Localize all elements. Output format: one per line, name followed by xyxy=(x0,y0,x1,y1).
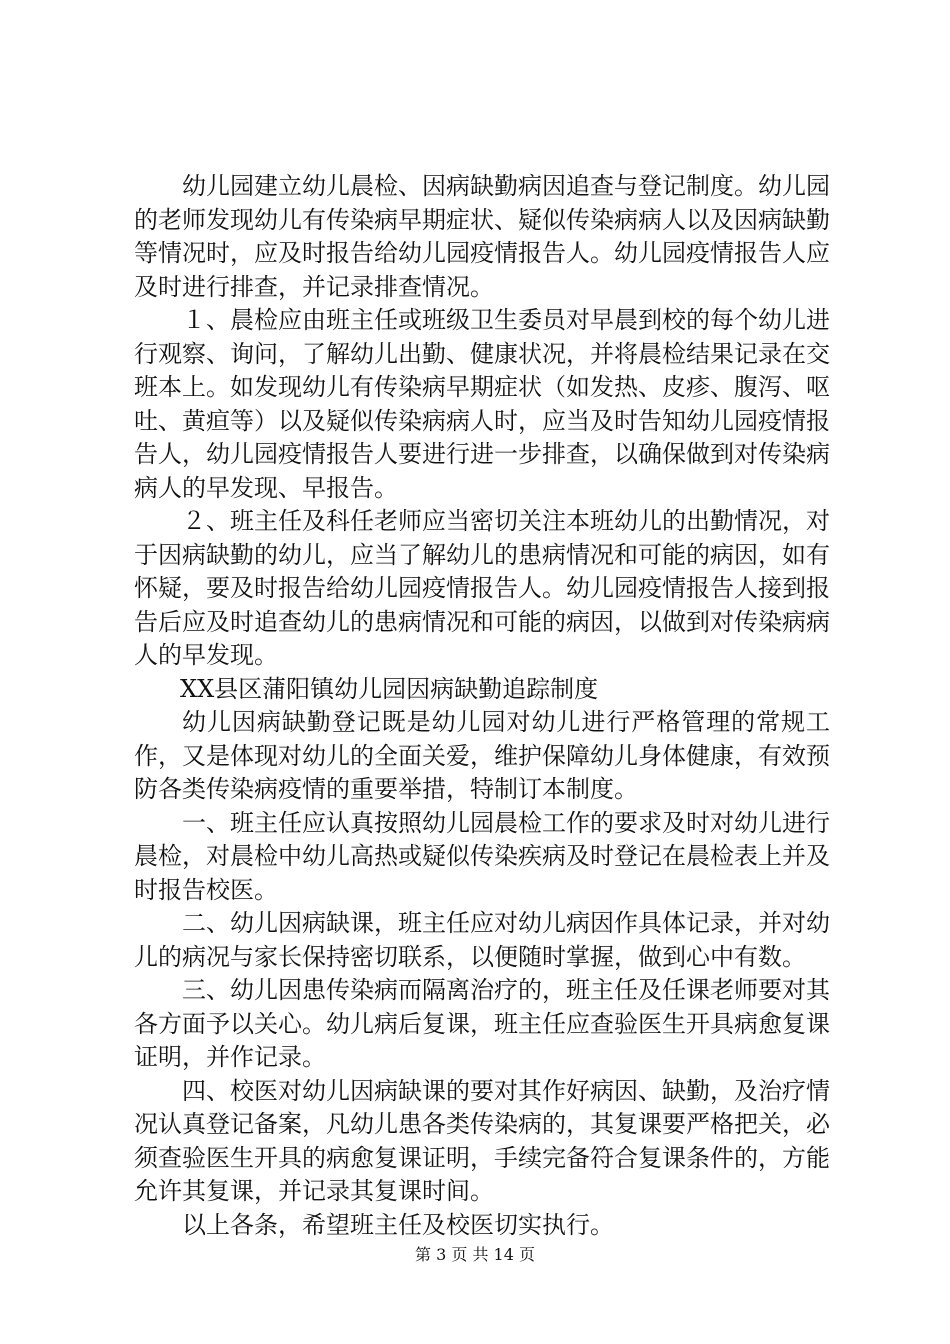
paragraph-purpose: 幼儿因病缺勤登记既是幼儿园对幼儿进行严格管理的常规工作，又是体现对幼儿的全面关爱，维护保障幼儿身体健康，有效预防各类传染病疫情的重要举措，特制订本制度。 xyxy=(134,708,830,803)
section-title: XX县区蒲阳镇幼儿园因病缺勤追踪制度 xyxy=(180,674,599,703)
paragraph-item-1: １、晨检应由班主任或班级卫生委员对早晨到校的每个幼儿进行观察、询问，了解幼儿出勤、健康状况，并将晨检结果记录在交班本上。如发现幼儿有传染病早期症状（如发热、皮疹、腹泻、呕吐、黄疸等）以及疑似传染病病人时，应当及时告知幼儿园疫情报告人，幼儿园疫情报告人要进行进一步排查，以确保做到对传染病病人的早发现、早报告。 xyxy=(134,306,830,502)
paragraph-rule-2: 二、幼儿因病缺课，班主任应对幼儿病因作具体记录，并对幼儿的病况与家长保持密切联系，以便随时掌握，做到心中有数。 xyxy=(134,909,830,971)
paragraph-intro: 幼儿园建立幼儿晨检、因病缺勤病因追查与登记制度。幼儿园的老师发现幼儿有传染病早期症状、疑似传染病病人以及因病缺勤等情况时，应及时报告给幼儿园疫情报告人。幼儿园疫情报告人应及时进行排查，并记录排查情况。 xyxy=(134,172,830,301)
paragraph-rule-3: 三、幼儿因患传染病而隔离治疗的，班主任及任课老师要对其各方面予以关心。幼儿病后复课，班主任应查验医生开具病愈复课证明，并作记录。 xyxy=(134,976,830,1071)
paragraph-rule-1: 一、班主任应认真按照幼儿园晨检工作的要求及时对幼儿进行晨检，对晨检中幼儿高热或疑似传染疾病及时登记在晨检表上并及时报告校医。 xyxy=(134,808,830,904)
page-number-footer: 第 3 页 共 14 页 xyxy=(415,1245,535,1264)
paragraph-rule-4: 四、校医对幼儿因病缺课的要对其作好病因、缺勤，及治疗情况认真登记备案，凡幼儿患各类传染病的，其复课要严格把关，必须查验医生开具的病愈复课证明，手续完备符合复课条件的，方能允许其复课，并记录其复课时间。 xyxy=(134,1076,830,1205)
paragraph-item-2: ２、班主任及科任老师应当密切关注本班幼儿的出勤情况，对于因病缺勤的幼儿，应当了解幼儿的患病情况和可能的病因，如有怀疑，要及时报告给幼儿园疫情报告人。幼儿园疫情报告人接到报告后应及时追查幼儿的患病情况和可能的病因，以做到对传染病病人的早发现。 xyxy=(134,507,830,669)
paragraph-closing: 以上各条，希望班主任及校医切实执行。 xyxy=(182,1210,614,1239)
document-body xyxy=(134,170,830,1242)
